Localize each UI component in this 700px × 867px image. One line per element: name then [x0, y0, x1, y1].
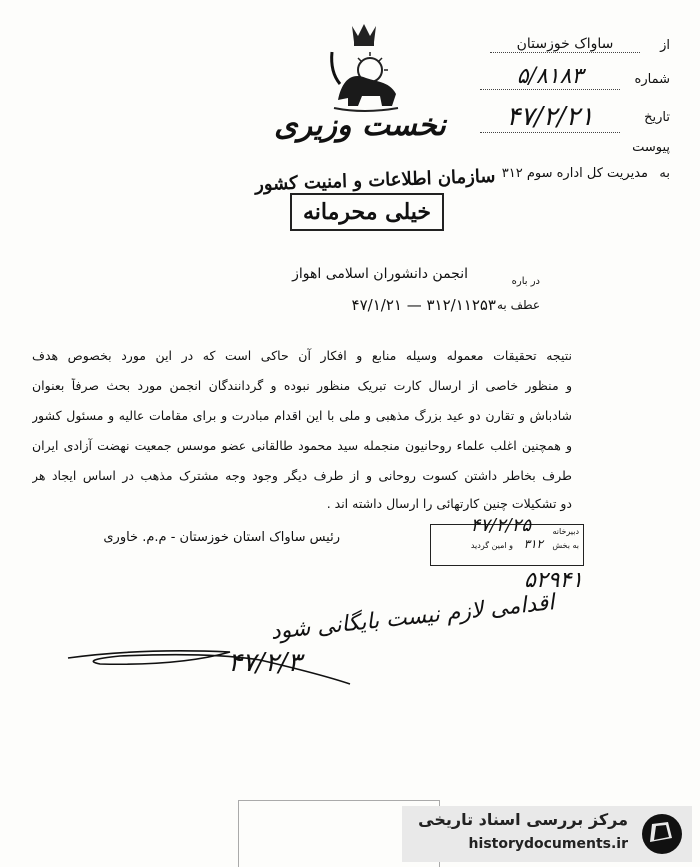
classification-stamp: خیلی محرمانه — [290, 193, 444, 231]
watermark-fa: مرکز بررسی اسناد تاریخی — [418, 810, 628, 829]
body-line: طرف بخاطر داشتن کسوت روحانی و از طرف دیگر وجود وجه مشترک مذهب در اساس ایجاد هر — [32, 468, 572, 483]
from-label: از — [660, 38, 670, 53]
body-line: و منظور خاصی از ارسال کارت تبریک منظور نبوده و گردانندگان انجمن مورد بحث صرفاً بعنوان — [32, 378, 572, 393]
watermark — [402, 806, 692, 862]
subject-label: در باره — [511, 276, 540, 287]
subject-value: انجمن دانشوران اسلامی اهواز — [292, 266, 468, 282]
number-value: ۵/۸۱۸۳ — [480, 64, 620, 90]
body-line: دو تشکیلات چنین کارتهائی را ارسال داشته اند . — [326, 496, 572, 511]
handwritten-signature-flourish-icon — [60, 630, 360, 690]
handwritten-number: ۵۲۹۴۱ — [524, 568, 584, 593]
to-label: به — [659, 166, 670, 181]
body-line: نتیجه تحقیقات معموله وسیله منابع و افکار آن حاکی است که در این مورد بخصوص هدف — [32, 348, 572, 363]
document-title: نخست وزیری — [274, 108, 446, 143]
received-stamp-line2-value: ۳۱۲ — [523, 537, 543, 551]
date-value: ۴۷/۲/۲۱ — [480, 102, 620, 133]
number-field — [470, 64, 670, 94]
attachment-label: پیوست — [632, 140, 670, 155]
signature: رئیس ساواک استان خوزستان - م.م. خاوری — [103, 530, 340, 545]
organization-stamp: سازمان اطلاعات و امنیت کشور — [254, 165, 496, 196]
to-value: مدیریت کل اداره سوم ۳۱۲ — [501, 166, 648, 181]
date-field — [470, 100, 670, 134]
lion-and-sun-emblem-icon — [318, 22, 410, 114]
subject-line — [40, 266, 540, 286]
received-stamp-line3: و امین گردید — [470, 541, 513, 550]
attachment-field — [470, 140, 670, 160]
received-stamp-line1-value: ۴۷/۲/۲۵ — [470, 515, 531, 536]
received-stamp-line2: به بخش — [552, 541, 579, 550]
number-label: شماره — [634, 72, 670, 87]
document-logo-icon — [638, 812, 686, 856]
handwritten-note: اقدامی لازم نیست بایگانی شود — [269, 590, 556, 645]
reference-line — [40, 296, 540, 318]
handwritten-date: ۴۷/۲/۳ — [228, 648, 302, 678]
received-stamp-line1: دبیرخانه — [552, 527, 579, 536]
received-stamp — [430, 515, 584, 566]
from-value: ساواک خوزستان — [490, 36, 640, 53]
reference-label: عطف به — [496, 298, 540, 312]
body-line: و همچنین اغلب علماء روحانیون منجمله سید محمود طالقانی عضو موسس جمعیت نهضت آزادی ایران — [32, 438, 572, 453]
from-field — [470, 32, 670, 60]
reference-value: ۳۱۲/۱۱۲۵۳ — ۴۷/۱/۲۱ — [351, 296, 496, 314]
body-line: شادباش و تقارن دو عید بزرگ مذهبی و ملی با این اقدام مبادرت و برای مقامات عالیه و مسئول کشور — [32, 408, 572, 423]
date-label: تاریخ — [644, 110, 670, 125]
watermark-en: historydocuments.ir — [468, 836, 628, 852]
